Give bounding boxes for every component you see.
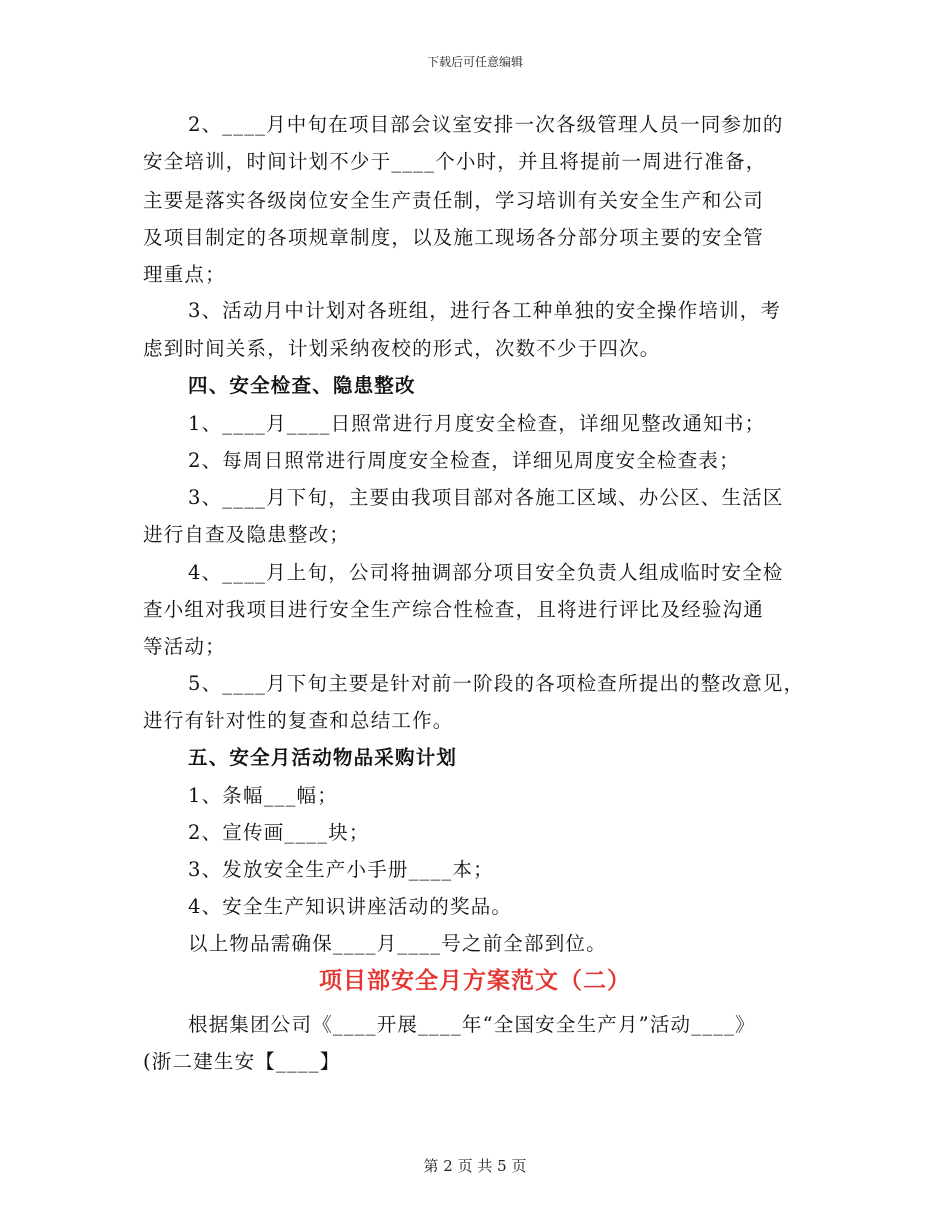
paragraph-line: 等活动； bbox=[143, 635, 226, 658]
paragraph-line: 以上物品需确保____月____号之前全部到位。 bbox=[188, 932, 607, 955]
paragraph-line: 进行自查及隐患整改； bbox=[143, 523, 351, 546]
paragraph-line: 理重点； bbox=[143, 263, 226, 286]
paragraph-line: 2、每周日照常进行周度安全检查，详细见周度安全检查表； bbox=[188, 449, 740, 472]
paragraph-line: 3、发放安全生产小手册____本； bbox=[188, 858, 494, 881]
paragraph-line: 根据集团公司《____开展____年“全国安全生产月”活动____》 bbox=[188, 1013, 756, 1036]
paragraph-line: 1、____月____日照常进行月度安全检查，详细见整改通知书； bbox=[188, 412, 766, 435]
paragraph-line: 1、条幅___幅； bbox=[188, 784, 338, 807]
paragraph-line: 4、安全生产知识讲座活动的奖品。 bbox=[188, 895, 513, 918]
paragraph-line: 及项目制定的各项规章制度，以及施工现场各分部分项主要的安全管 bbox=[143, 226, 765, 249]
paragraph-line: 主要是落实各级岗位安全生产责任制，学习培训有关安全生产和公司 bbox=[143, 189, 765, 212]
paragraph-line: 虑到时间关系，计划采纳夜校的形式，次数不少于四次。 bbox=[143, 337, 661, 360]
paragraph-line: 5、____月下旬主要是针对前一阶段的各项检查所提出的整改意见， bbox=[188, 672, 805, 695]
paragraph-line: 2、宣传画____块； bbox=[188, 821, 370, 844]
paragraph-line: 进行有针对性的复查和总结工作。 bbox=[143, 709, 454, 732]
paragraph-line: 安全培训，时间计划不少于____个小时，并且将提前一周进行准备， bbox=[143, 150, 767, 173]
paragraph-line: (浙二建生安【____】 bbox=[143, 1050, 341, 1073]
page-header: 下载后可任意编辑 bbox=[426, 55, 523, 69]
paragraph-line: 3、____月下旬，主要由我项目部对各施工区域、办公区、生活区 bbox=[188, 486, 784, 509]
paragraph-line: 3、活动月中计划对各班组，进行各工种单独的安全操作培训，考 bbox=[188, 299, 782, 322]
paragraph-line: 2、____月中旬在项目部会议室安排一次各级管理人员一同参加的 bbox=[188, 113, 784, 136]
page-number: 第 2 页 共 5 页 bbox=[423, 1157, 527, 1175]
paragraph-line: 查小组对我项目进行安全生产综合性检查，且将进行评比及经验沟通 bbox=[143, 598, 765, 621]
section-title: 项目部安全月方案范文（二） bbox=[319, 967, 631, 994]
section-heading: 四、安全检查、隐患整改 bbox=[188, 374, 416, 397]
section-heading: 五、安全月活动物品采购计划 bbox=[188, 746, 458, 769]
paragraph-line: 4、____月上旬，公司将抽调部分项目安全负责人组成临时安全检 bbox=[188, 561, 784, 584]
